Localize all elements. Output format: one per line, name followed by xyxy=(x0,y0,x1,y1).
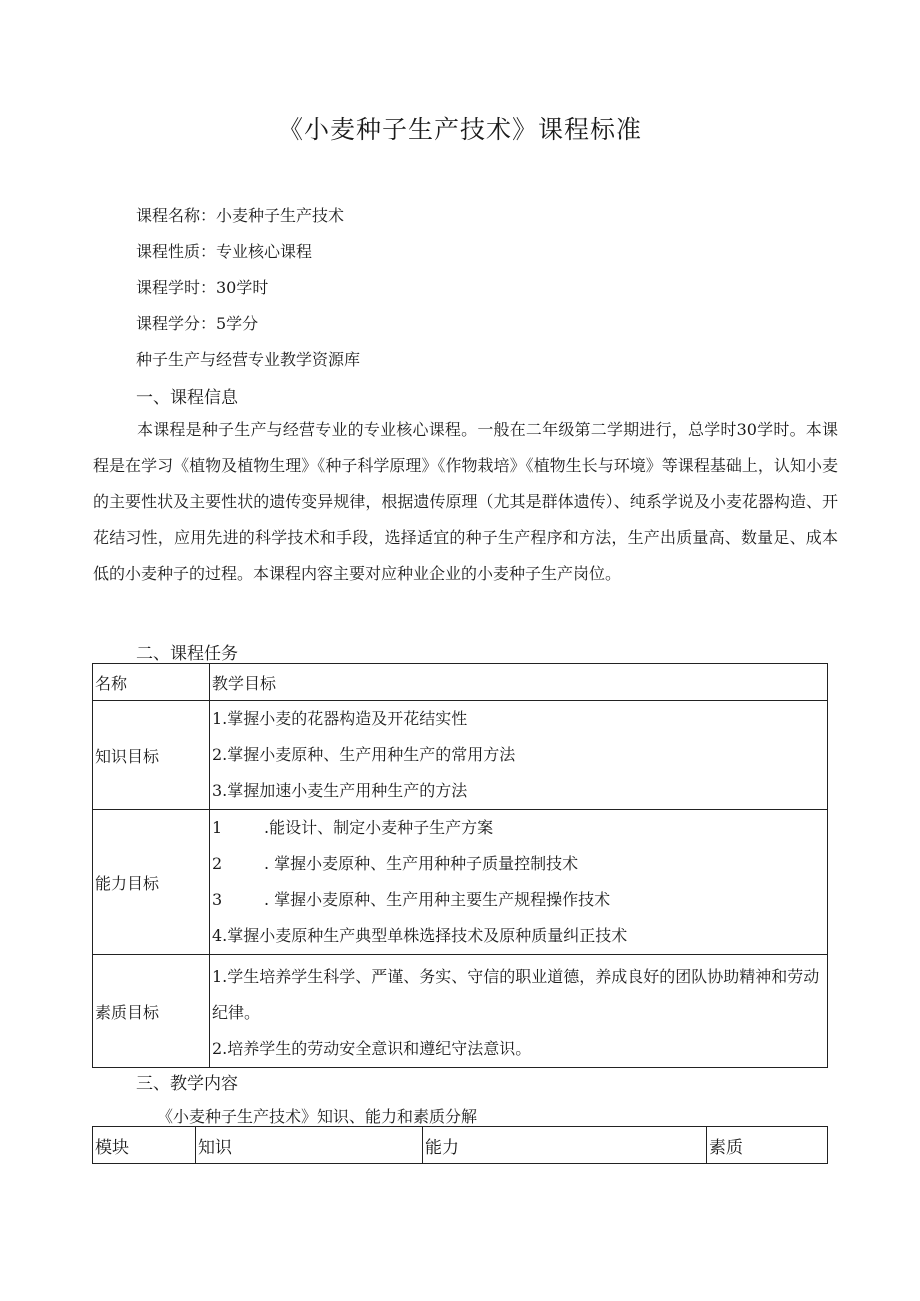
item-text: 4.掌握小麦原种生产典型单株选择技术及原种质量纠正技术 xyxy=(212,926,628,945)
header-cell-module: 模块 xyxy=(93,1127,196,1164)
category-ability: 能力目标 xyxy=(93,810,210,955)
section-heading-course-info: 一、课程信息 xyxy=(136,388,238,408)
table-caption: 《小麦种子生产技术》知识、能力和素质分解 xyxy=(157,1107,478,1126)
item-text: .能设计、制定小麦种子生产方案 xyxy=(264,818,494,837)
list-item: 1.掌握小麦的花器构造及开花结实性 xyxy=(212,709,468,728)
course-info-paragraph xyxy=(93,412,838,592)
course-name: 课程名称：小麦种子生产技术 xyxy=(136,206,345,225)
document-title: 《小麦种子生产技术》课程标准 xyxy=(277,115,642,144)
list-item xyxy=(212,882,825,918)
table-header-row xyxy=(93,1127,828,1164)
header-cell-quality: 素质 xyxy=(707,1127,828,1164)
table-row-quality xyxy=(93,955,828,1068)
list-item xyxy=(212,810,825,846)
item-number: 1 xyxy=(212,818,223,837)
resource-library: 种子生产与经营专业教学资源库 xyxy=(136,350,361,369)
course-tasks-table xyxy=(92,663,828,1068)
list-item xyxy=(212,846,825,882)
table-row-knowledge xyxy=(93,701,828,810)
table-header-row xyxy=(93,664,828,701)
course-credits: 课程学分：5学分 xyxy=(136,314,259,333)
course-info-text: 本课程是种子生产与经营专业的专业核心课程。一般在二年级第二学期进行，总学时30学时。本课程是在学习《植物及植物生理》《种子科学原理》《作物栽培》《植物生长与环境》等课程基础上，认知小麦的主要性状及主要性状的遗传变异规律，根据遗传原理（尤其是群体遗传）、纯系学说及小麦花器构造、开花结习性，应用先进的科学技术和手段，选择适宜的种子生产程序和方法，生产出质量高、数量足、成本低的小麦种子的过程。本课程内容主要对应种业企业的小麦种子生产岗位。 xyxy=(93,420,838,583)
item-text: . 掌握小麦原种、生产用种主要生产规程操作技术 xyxy=(264,890,611,909)
list-item: 1.学生培养学生科学、严谨、务实、守信的职业道德，养成良好的团队协助精神和劳动纪律。 xyxy=(212,967,820,1022)
header-cell-knowledge: 知识 xyxy=(196,1127,423,1164)
header-cell-goal: 教学目标 xyxy=(210,664,828,701)
list-item: 3.掌握加速小麦生产用种生产的方法 xyxy=(212,781,468,800)
header-cell-name: 名称 xyxy=(93,664,210,701)
section-heading-course-tasks: 二、课程任务 xyxy=(136,644,238,664)
section-heading-teaching-content: 三、教学内容 xyxy=(136,1074,238,1094)
item-text: . 掌握小麦原种、生产用种种子质量控制技术 xyxy=(264,854,579,873)
table-row-ability xyxy=(93,810,828,955)
list-item: 2.培养学生的劳动安全意识和遵纪守法意识。 xyxy=(212,1039,532,1058)
knowledge-goals xyxy=(210,701,828,810)
list-item xyxy=(212,918,825,954)
list-item: 2.掌握小麦原种、生产用种生产的常用方法 xyxy=(212,745,516,764)
course-nature: 课程性质：专业核心课程 xyxy=(136,242,313,261)
ability-goals xyxy=(210,810,828,955)
module-table xyxy=(92,1126,828,1164)
category-quality: 素质目标 xyxy=(93,955,210,1068)
item-number: 2 xyxy=(212,854,223,873)
header-cell-ability: 能力 xyxy=(423,1127,707,1164)
course-hours: 课程学时：30学时 xyxy=(136,278,269,297)
item-number: 3 xyxy=(212,890,223,909)
quality-goals xyxy=(210,955,828,1068)
category-knowledge: 知识目标 xyxy=(93,701,210,810)
